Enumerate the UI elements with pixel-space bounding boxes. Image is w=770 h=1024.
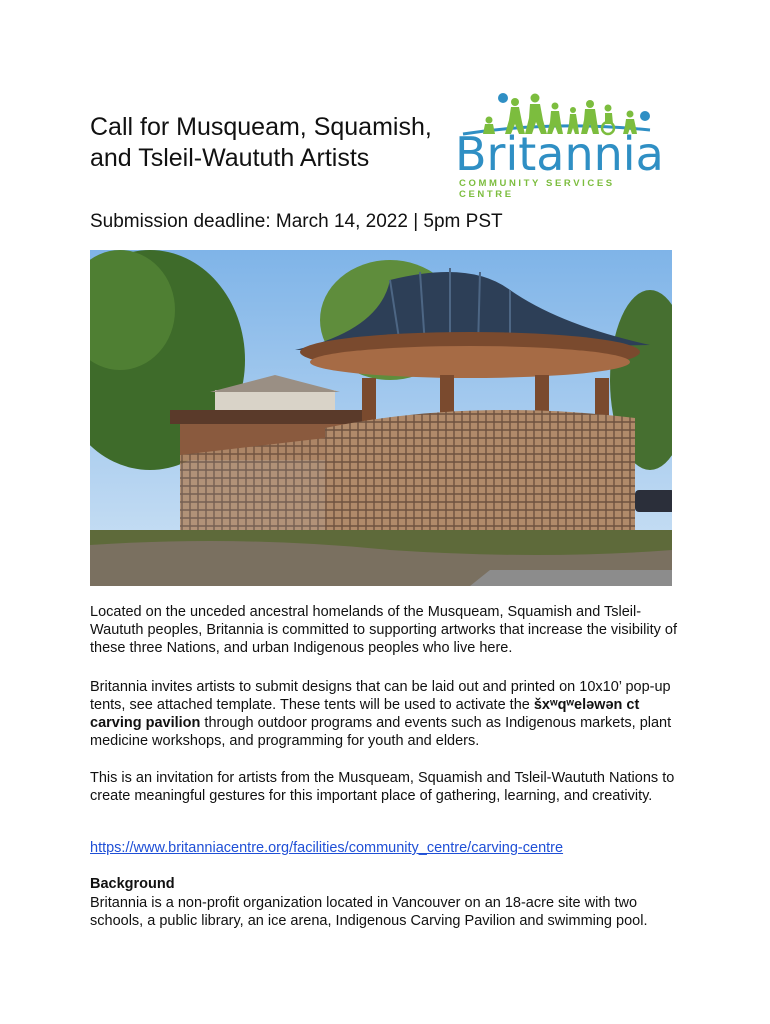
britannia-logo	[455, 90, 664, 200]
logo-subtitle: COMMUNITY SERVICES CENTRE	[459, 178, 615, 200]
invite-paragraph	[90, 678, 690, 750]
title-line-2: and Tsleil-Waututh Artists	[90, 144, 370, 172]
pavilion-name: šxʷqʷeləwən ct carving pavilion	[90, 697, 640, 731]
invitation-paragraph: This is an invitation for artists from the Musqueam, Squamish and Tsleil-Waututh Nations to create meaningful gestures for this important place of gathering, learning, and creativity.	[90, 770, 675, 804]
submission-deadline: Submission deadline: March 14, 2022 | 5pm PST	[90, 211, 503, 232]
invite-text-end: through outdoor programs and events such as Indigenous markets, plant medicine workshops, and programming for youth and elders.	[90, 715, 672, 749]
logo-wordmark: Britannia	[455, 127, 664, 181]
invite-text-start: Britannia invites artists to submit designs that can be laid out and printed on 10x10’ pop-up tents, see attached template. These tents will be used to activate the	[90, 679, 671, 713]
background-heading: Background	[90, 876, 175, 892]
page-title	[90, 112, 460, 174]
carving-pavilion-photo	[90, 250, 672, 586]
title-line-1: Call for Musqueam, Squamish,	[90, 113, 432, 141]
background-paragraph: Britannia is a non-profit organization located in Vancouver on an 18-acre site with two schools, a public library, an ice arena, Indigenous Carving Pavilion and swimming pool.	[90, 895, 648, 929]
intro-paragraph: Located on the unceded ancestral homelands of the Musqueam, Squamish and Tsleil-Waututh peoples, Britannia is committed to supporting artworks that increase the visibility of these three Nations, and urban Indigenous peoples who live here.	[90, 604, 677, 656]
carving-centre-link[interactable]: https://www.britanniacentre.org/facilities/community_centre/carving-centre	[90, 840, 564, 856]
